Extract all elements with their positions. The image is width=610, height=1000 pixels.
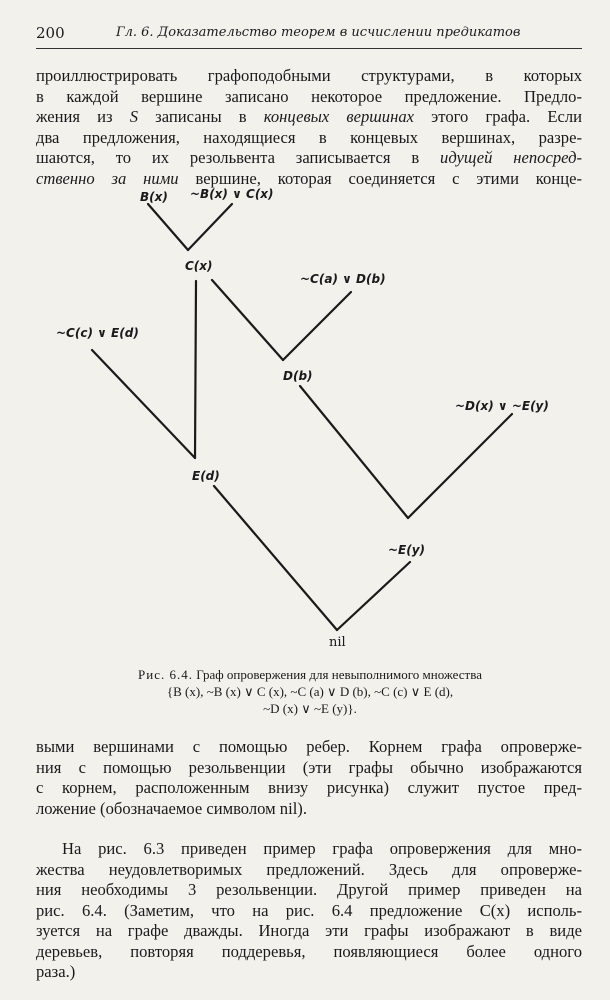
edge-e-nil — [214, 486, 337, 630]
text-line: На рис. 6.3 приведен пример графа опровержения для мно- — [62, 839, 582, 858]
paragraph-2 — [36, 737, 582, 819]
node-d: D(b) — [283, 369, 313, 383]
caption-set-line-1: {B (x), ~B (x) ∨ C (x), ~C (a) ∨ D (b), ~C (c) ∨ E (d), — [166, 684, 454, 699]
figure-caption — [60, 666, 560, 717]
text-line: жества неудовлетворимых предложений. Здесь для опроверже- — [36, 859, 582, 879]
text-line: зуется на графе дважды. Иногда эти графы изображают в виде — [36, 921, 582, 940]
node-e: E(d) — [192, 469, 220, 483]
emphasis: концевых вершинах — [263, 107, 415, 126]
text-line: два предложения, находящиеся в концевых вершинах, разре- — [36, 127, 582, 147]
paragraph-3 — [36, 839, 582, 983]
text-line: ния необходимы 3 резольвенции. Другой пример приведен на — [36, 880, 582, 899]
text-line: проиллюстрировать графоподобными структурами, в которых — [36, 66, 582, 85]
node-nil: nil — [329, 635, 346, 650]
text-line: деревьев, повторяя поддеревья, появляющиеся более одного — [36, 941, 582, 961]
text-line: в каждой вершине записано некоторое предложение. Предло- — [36, 86, 582, 106]
emphasis: ственно за ними — [36, 168, 179, 188]
edge-note-nil — [337, 562, 410, 630]
node-notc-or-d: ~C(a) ∨ D(b) — [300, 272, 386, 286]
edge-c-d — [212, 280, 283, 360]
node-note: ~E(y) — [388, 543, 426, 557]
edge-notb-c — [188, 204, 232, 250]
text-line: жения из S записаны в концевых вершинах этого графа. Если — [36, 107, 582, 126]
emphasis: идущей непосред- — [440, 148, 582, 167]
caption-label: Рис. 6.4. — [138, 667, 193, 682]
header-rule — [36, 48, 582, 49]
text-line: ственно за ними вершине, которая соединяется с этими конце- — [36, 168, 582, 188]
edge-notc-d — [283, 292, 351, 360]
text-line: шаются, то их резольвента записывается в идущей непосред- — [36, 148, 582, 167]
edge-d-lower — [300, 386, 408, 518]
node-notd-or-note: ~D(x) ∨ ~E(y) — [455, 399, 549, 413]
page-number: 200 — [36, 24, 65, 42]
node-notb-or-c: ~B(x) ∨ C(x) — [190, 187, 274, 201]
edge-b-c — [148, 204, 188, 250]
caption-title: Граф опровержения для невыполнимого множества — [196, 667, 482, 682]
node-b: B(x) — [140, 190, 168, 204]
node-c: C(x) — [185, 259, 213, 273]
text-line: рис. 6.4. (Заметим, что на рис. 6.4 предложение C(x) исполь- — [36, 900, 582, 920]
running-title: Гл. 6. Доказательство теорем в исчислении предикатов — [116, 25, 521, 40]
edge-notc-e — [92, 350, 195, 458]
text-line: с корнем, расположенным внизу рисунка) служит пустое пред- — [36, 778, 582, 797]
node-notc-or-e: ~C(c) ∨ E(d) — [56, 326, 139, 340]
text-line: ложение (обозначаемое символом nil). — [36, 798, 307, 818]
text-line: выми вершинами с помощью ребер. Корнем графа опроверже- — [36, 737, 582, 756]
page-header — [36, 24, 581, 46]
text-line: раза.) — [36, 962, 76, 981]
edge-notd-lower — [408, 414, 512, 518]
caption-set-line-2: ~D (x) ∨ ~E (y)}. — [263, 701, 357, 716]
edge-c-e — [195, 281, 196, 458]
caption-heading — [60, 666, 560, 683]
paragraph-1 — [36, 66, 582, 189]
text-line: ния с помощью резольвенции (эти графы обычно изображаются — [36, 757, 582, 777]
